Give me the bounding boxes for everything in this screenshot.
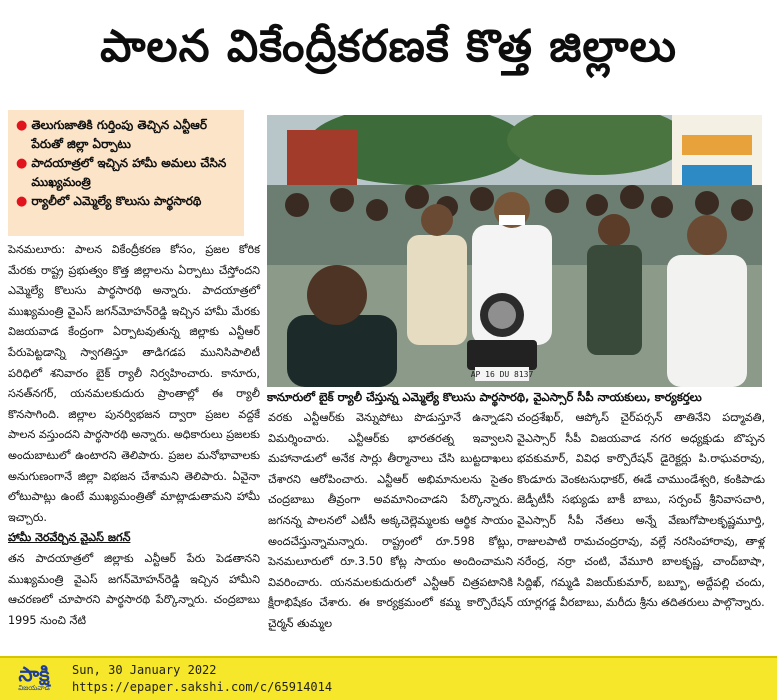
highlight-text: ర్యాలీలో ఎమ్మెల్యే కొలుసు పార్థసారథి [31, 194, 202, 208]
article-column-2 [268, 408, 513, 635]
highlights-box [8, 110, 244, 236]
bullet-icon: ● [16, 118, 28, 133]
article-paragraph: చంద్రశేఖర్, ఆప్కోస్ చైర్‌పర్సన్ తాతినేని పద్మావతి, వైఎస్సార్ సీపీ విజయవాడ నగర అధ్యక్షుడు బొప్పన భవకుమార్, వివిధ కార్పొరేషన్ డైరెక్టర్లు పి.రాఘవరావు, కొండూరు వెంకటసుధాకర్, ఈడే చాముండేశ్వరి, కంకిపాడు జెడ్పీటీసీ సభ్యుడు బాకీ బాబు, సర్పంచ్ శ్రీనివాసచారి, వైఎస్సార్ సీపీ నేతలు అన్నే వేణుగోపాలకృష్ణమూర్తి, రాజులపాటి రామచంద్రరావు, వల్లే నరసింహారావు, తాళ్ల నరేంద్ర, నర్రా చంటి, వేమూరి బాలకృష్ణ, చాంద్‌బాషా, సిద్దిఖ్, గమ్మడి విజయ్‌కుమార్, బబ్బూ, అద్దేపల్లి చందు, యార్లగడ్డ వీరబాబు, మరీదు శ్రీను తదితరులు పాల్గొన్నారు. [517, 411, 765, 610]
sakshi-logo [6, 661, 62, 695]
article-column-1 [8, 240, 260, 631]
bullet-icon: ● [16, 194, 28, 209]
rally-photo [267, 115, 762, 387]
highlight-text: తెలుగుజాతికి గుర్తింపు తెచ్చిన ఎన్టీఆర్ పేరుతో జిల్లా ఏర్పాటు [31, 118, 207, 151]
highlight-item [16, 154, 238, 192]
photo-caption: కానూరులో బైక్ ర్యాలీ చేస్తున్న ఎమ్మెల్యే కొలుసు పార్థసారథి, వైఎస్సార్ సీపీ నాయకులు, కార్యకర్తలు [267, 390, 702, 404]
logo-subtext: విజయవాడ [18, 683, 50, 692]
number-plate: AP 16 DU 8137 [470, 370, 534, 379]
source-url[interactable]: https://epaper.sakshi.com/c/65914014 [72, 680, 333, 694]
article-column-3 [517, 408, 765, 614]
article-subheading: హామీ నెరవేర్చిన వైఎస్ జగన్ [8, 531, 131, 545]
article-paragraph: తన పాదయాత్రలో జిల్లాకు ఎన్టీఆర్ పేరు పెడతానని ముఖ్యమంత్రి వైఎస్ జగన్‌మోహన్‌రెడ్డి ఇచ్చిన హామీని ఆచరణలో చూపారని పార్థసారథి పేర్కొన్నారు. చంద్రబాబు 1995 నుంచి నేటి [8, 551, 260, 627]
highlight-text: పాదయాత్రలో ఇచ్చిన హామీ అమలు చేసిన ముఖ్యమంత్రి [31, 156, 227, 189]
logo-text: సాక్షి [18, 661, 50, 686]
edition-date: Sun, 30 January 2022 [72, 663, 217, 677]
bullet-icon: ● [16, 156, 28, 171]
highlight-item [16, 116, 238, 154]
rally-photo-illustration [267, 115, 762, 387]
headline: పాలన వికేంద్రీకరణకే కొత్త జిల్లాలు [100, 21, 677, 72]
article-paragraph: పెనమలూరు: పాలన వికేంద్రీకరణ కోసం, ప్రజల కోరిక మేరకు రాష్ట్ర ప్రభుత్వం కొత్త జిల్లాలను ఏర్పాటు చేస్తోందని ఎమ్మెల్యే కొలుసు పార్థసారథి అన్నారు. పాదయాత్రలో ముఖ్యమంత్రి వైఎస్ జగన్‌మోహన్‌రెడ్డి ఇచ్చిన హామీ మేరకు విజయవాడ కేంద్రంగా ఏర్పాటవుతున్న జిల్లాకు ఎన్టీఆర్ పేరుపెట్టడాన్ని స్వాగతిస్తూ తాడిగడప మునిసిపాలిటీ పరిధిలో శనివారం బైక్ ర్యాలీ నిర్వహించారు. కానూరు, సనత్‌నగర్, యనమలకుదురు ప్రాంతాల్లో ఈ ర్యాలీ కొనసాగింది. జిల్లాల పునర్విభజన ద్వారా ప్రజల వద్దకే పాలన వస్తుందని పార్థసారథి అన్నారు. అధికారులు ప్రజలకు అందుబాటులో ఉంటారని తెలిపారు. ప్రజల మనోభావాలకు అనుగుణంగానే జిల్లా విభజన చేశామని తెలిపారు. ఏవైనా లోటుపాట్లు ఉంటే ముఖ్యమంత్రితో మాట్లాడుతామని హామీ ఇచ్చారు. [8, 243, 260, 524]
footer-bar [0, 656, 777, 700]
article-paragraph: వరకు ఎన్టీఆర్‌కు వెన్నుపోటు పొడుస్తూనే ఉన్నాడని విమర్శించారు. ఎన్టీఆర్‌కు భారతరత్న ఇవ్వాలని మహానాడులో అనేక సార్లు తీర్మానాలు చేసి బుట్టదాఖలు చేశారని ఆరోపించారు. ఎన్టీఆర్ అభిమానులను సైతం చంద్రబాబు తీవ్రంగా అవమానించాడని పేర్కొన్నారు. జగనన్న పాలనలో ఎటీసీ అక్కచెల్లెమ్మలకు ఆర్థిక సాయం అందచేస్తున్నామన్నారు. రాష్ట్రంలో రూ.598 కోట్లు, పెనమలూరులో రూ.3.50 కోట్ల సాయం అందించామని వివరించారు. యనమలకుదురులో ఎన్టీఆర్ చిత్రపటానికి క్షీరాభిషేకం చేశారు. ఈ కార్యక్రమంలో కమ్మ కార్పొరేషన్ చైర్మన్ తుమ్మల [268, 411, 513, 630]
highlight-item [16, 192, 238, 211]
